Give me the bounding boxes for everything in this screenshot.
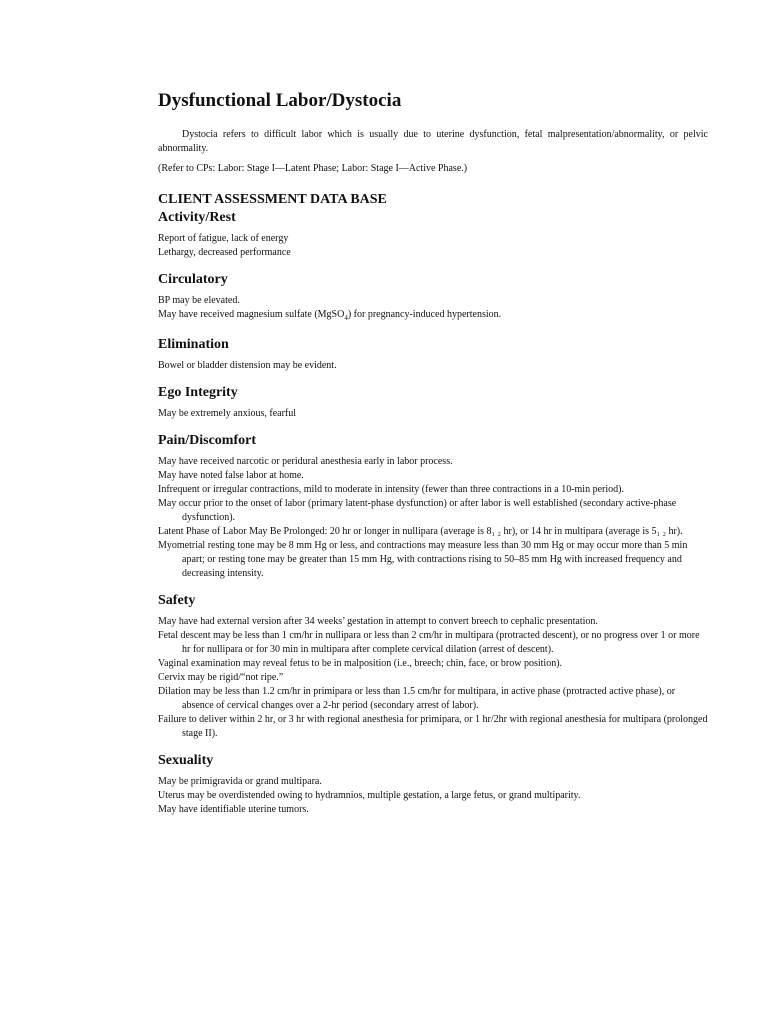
intro-paragraph: Dystocia refers to difficult labor which is usually due to uterine dysfunction, fetal malpresentation/abnormality, or pelvic abnormality. — [158, 128, 708, 154]
section-activity-rest — [158, 210, 708, 260]
text-line: May have noted false labor at home. — [158, 469, 304, 481]
section-lines — [158, 294, 708, 325]
text-line: Cervix may be rigid/“not ripe.” — [158, 671, 284, 683]
text-line: Failure to deliver within 2 hr, or 3 hr with regional anesthesia for primipara, or 1 hr/2hr with regional anesthesia for multipara (prolonged stage II). — [158, 713, 708, 739]
text-line-mgso4 — [158, 308, 708, 325]
section-pain-discomfort — [158, 433, 708, 581]
section-elimination — [158, 337, 708, 373]
text-line: Bowel or bladder distension may be evident. — [158, 359, 337, 371]
section-heading: Sexuality — [158, 752, 214, 768]
text-line: May be extremely anxious, fearful — [158, 407, 297, 419]
section-heading: Elimination — [158, 336, 229, 352]
section-safety — [158, 593, 708, 741]
section-ego-integrity — [158, 385, 708, 421]
database-heading: CLIENT ASSESSMENT DATA BASE — [158, 191, 387, 207]
text-line: Dilation may be less than 1.2 cm/hr in primipara or less than 1.5 cm/hr for multipara, in active phase (protracted active phase), or absence of cervical changes over a 2-hr period (secondary arrest of labor). — [158, 685, 676, 711]
text-line: May have had external version after 34 weeks’ gestation in attempt to convert breech to cephalic presentation. — [158, 615, 598, 627]
text-line: Latent Phase of Labor May Be Prolonged: 20 hr or longer in nullipara (average is 8₁ ₂ hr), or 14 hr in multipara (average is 5₁ ₂ hr). — [158, 525, 683, 537]
text-line: Uterus may be overdistended owing to hydramnios, multiple gestation, a large fetus, or grand multiparity. — [158, 789, 581, 801]
text-line: Report of fatigue, lack of energy — [158, 232, 289, 244]
text-line: Infrequent or irregular contractions, mild to moderate in intensity (fewer than three contractions in a 10-min period). — [158, 483, 624, 495]
section-heading: Activity/Rest — [158, 209, 236, 225]
section-lines — [158, 455, 708, 581]
text-line: May occur prior to the onset of labor (primary latent-phase dysfunction) or after labor is well established (secondary active-phase dysfunction). — [158, 497, 677, 523]
reference-note: (Refer to CPs: Labor: Stage I—Latent Phase; Labor: Stage I—Active Phase.) — [158, 162, 468, 174]
section-sexuality — [158, 753, 708, 817]
section-lines — [158, 615, 708, 741]
section-lines — [158, 359, 708, 373]
section-lines — [158, 407, 708, 421]
section-heading: Safety — [158, 592, 196, 608]
section-heading: Ego Integrity — [158, 384, 238, 400]
text-fragment: May have received magnesium sulfate (MgSO — [158, 308, 345, 320]
section-circulatory — [158, 272, 708, 325]
text-line: Fetal descent may be less than 1 cm/hr in nullipara or less than 2 cm/hr in multipara (protracted descent), or no progress over 1 or more hr for nullipara or for 30 min in multipara after complete cervical dilation (arrest of descent). — [158, 629, 700, 655]
text-line: May have received narcotic or peridural anesthesia early in labor process. — [158, 455, 453, 467]
text-fragment: ) for pregnancy-induced hypertension. — [347, 308, 502, 320]
text-line: Vaginal examination may reveal fetus to be in malposition (i.e., breech; chin, face, or brow position). — [158, 657, 563, 669]
text-line: BP may be elevated. — [158, 294, 240, 306]
section-heading: Pain/Discomfort — [158, 432, 256, 448]
sections-container — [158, 210, 708, 817]
text-line: May be primigravida or grand multipara. — [158, 775, 322, 787]
section-lines — [158, 775, 708, 817]
page-title: Dysfunctional Labor/Dystocia — [158, 90, 402, 111]
text-line: Myometrial resting tone may be 8 mm Hg or less, and contractions may measure less than 30 mm Hg or may occur more than 5 min apart; or resting tone may be greater than 15 mm Hg, with contractions rising to 50–85 mm Hg with increased frequency and decreasing intensity. — [158, 539, 688, 579]
text-line: Lethargy, decreased performance — [158, 246, 291, 258]
section-heading: Circulatory — [158, 271, 228, 287]
subscript: 4 — [344, 313, 348, 322]
section-lines — [158, 232, 708, 260]
text-line: May have identifiable uterine tumors. — [158, 803, 309, 815]
